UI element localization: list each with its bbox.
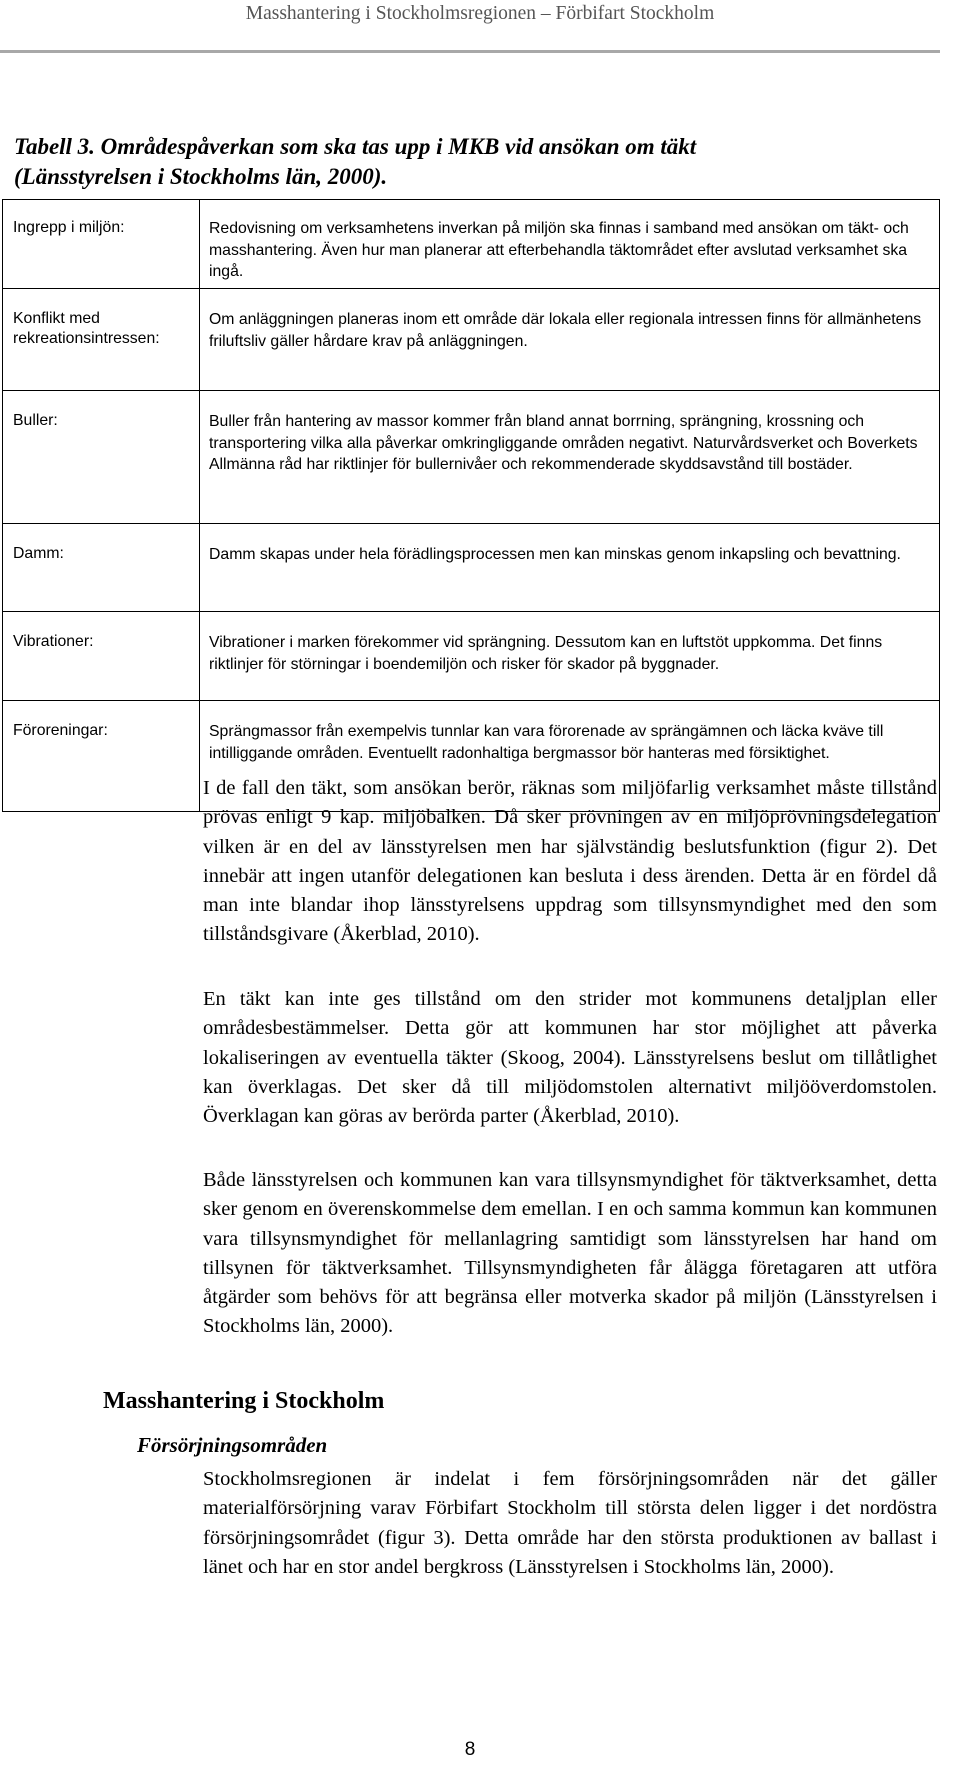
- table-row: [3, 524, 940, 612]
- row-text-damm: Damm skapas under hela förädlingsprocessen men kan minskas genom inkapsling och bevattning.: [200, 524, 940, 612]
- row-text-vibrationer: Vibrationer i marken förekommer vid sprängning. Dessutom kan en luftstöt uppkomma. Det finns riktlinjer för störningar i boendemiljön och risker för skador på byggnader.: [200, 612, 940, 701]
- row-label-konflikt: Konflikt med rekreationsintressen:: [3, 289, 200, 391]
- row-text-buller: Buller från hantering av massor kommer från bland annat borrning, sprängning, krossning och transportering vilka alla påverkar omkringliggande områden negativt. Naturvårdsverket och Boverkets Allmänna råd har riktlinjer för bullernivåer och rekommenderade skyddsavstånd till bostäder.: [200, 391, 940, 524]
- section-heading: Masshantering i Stockholm: [103, 1388, 385, 1414]
- subsection-heading: Försörjningsområden: [137, 1433, 328, 1457]
- table-caption: [14, 132, 934, 192]
- row-label-damm: Damm:: [3, 524, 200, 612]
- table-caption-line-1: Tabell 3. Områdespåverkan som ska tas upp i MKB vid ansökan om täkt: [14, 134, 697, 159]
- page-number: 8: [464, 1739, 476, 1760]
- row-text-konflikt: Om anläggningen planeras inom ett område där lokala eller regionala intressen finns för allmänhetens friluftsliv gäller hårdare krav på anläggningen.: [200, 289, 940, 391]
- row-label-vibrationer: Vibrationer:: [3, 612, 200, 701]
- body-paragraph-2: En täkt kan inte ges tillstånd om den strider mot kommunens detaljplan eller områdesbestämmelser. Detta gör att kommunen har stor möjlighet att påverka lokaliseringen av eventuella täkter (Skoog, 2004). Länsstyrelsens beslut om tillåtlighet kan överklagas. Det sker då till miljödomstolen alternativt miljööverdomstolen. Överklagan kan göras av berörda parter (Åkerblad, 2010).: [203, 988, 937, 1128]
- row-label-fororeningar: Föroreningar:: [3, 701, 200, 812]
- running-header: Masshantering i Stockholmsregionen – Förbifart Stockholm: [245, 3, 715, 24]
- body-paragraph-1: I de fall den täkt, som ansökan berör, räknas som miljöfarlig verksamhet måste tillstånd prövas enligt 9 kap. miljöbalken. Då sker prövningen av en miljöprövningsdelegation vilken är en del av länsstyrelsen men har självständig beslutsfunktion (figur 2). Det innebär att ingen utanför delegationen kan besluta i dess ärenden. Detta är en fördel då man inte blandar ihop länsstyrelsens uppdrag som tillsynsmyndighet med den som tillståndsgivare (Åkerblad, 2010).: [203, 777, 937, 946]
- impact-table: [2, 199, 940, 812]
- table-row: [3, 612, 940, 701]
- row-text-fororeningar: Sprängmassor från exempelvis tunnlar kan vara förorenade av sprängämnen och läcka kväve till intilliggande områden. Eventuellt radonhaltiga bergmassor bör hanteras med försiktighet.: [200, 701, 940, 812]
- table-caption-line-2: (Länsstyrelsen i Stockholms län, 2000).: [14, 164, 388, 189]
- table-row: [3, 200, 940, 289]
- row-label-ingrepp: Ingrepp i miljön:: [3, 200, 200, 289]
- row-label-buller: Buller:: [3, 391, 200, 524]
- body-paragraph-3: Både länsstyrelsen och kommunen kan vara tillsynsmyndighet för täktverksamhet, detta sker genom en överenskommelse dem emellan. I en och samma kommun kan kommunen vara tillsynsmyndighet för mellanlagring samtidigt som länsstyrelsen har hand om tillsynen för täktverksamhet. Tillsynsmyndigheten får ålägga företagaren att utföra åtgärder som behövs för att begränsa eller motverka skador på miljön (Länsstyrelsen i Stockholms län, 2000).: [203, 1169, 937, 1338]
- row-text-ingrepp: Redovisning om verksamhetens inverkan på miljön ska finnas i samband med ansökan om täkt- och masshantering. Även hur man planerar att efterbehandla täktområdet efter avslutad verksamhet ska ingå.: [200, 200, 940, 289]
- table-row: [3, 391, 940, 524]
- table-row: [3, 289, 940, 391]
- header-divider: [0, 50, 940, 53]
- body-paragraph-4: Stockholmsregionen är indelat i fem försörjningsområden när det gäller materialförsörjning varav Förbifart Stockholm till största delen ligger i det nordöstra försörjningsområdet (figur 3). Detta område har den största produktionen av ballast i länet och har en stor andel bergkross (Länsstyrelsen i Stockholms län, 2000).: [203, 1468, 937, 1578]
